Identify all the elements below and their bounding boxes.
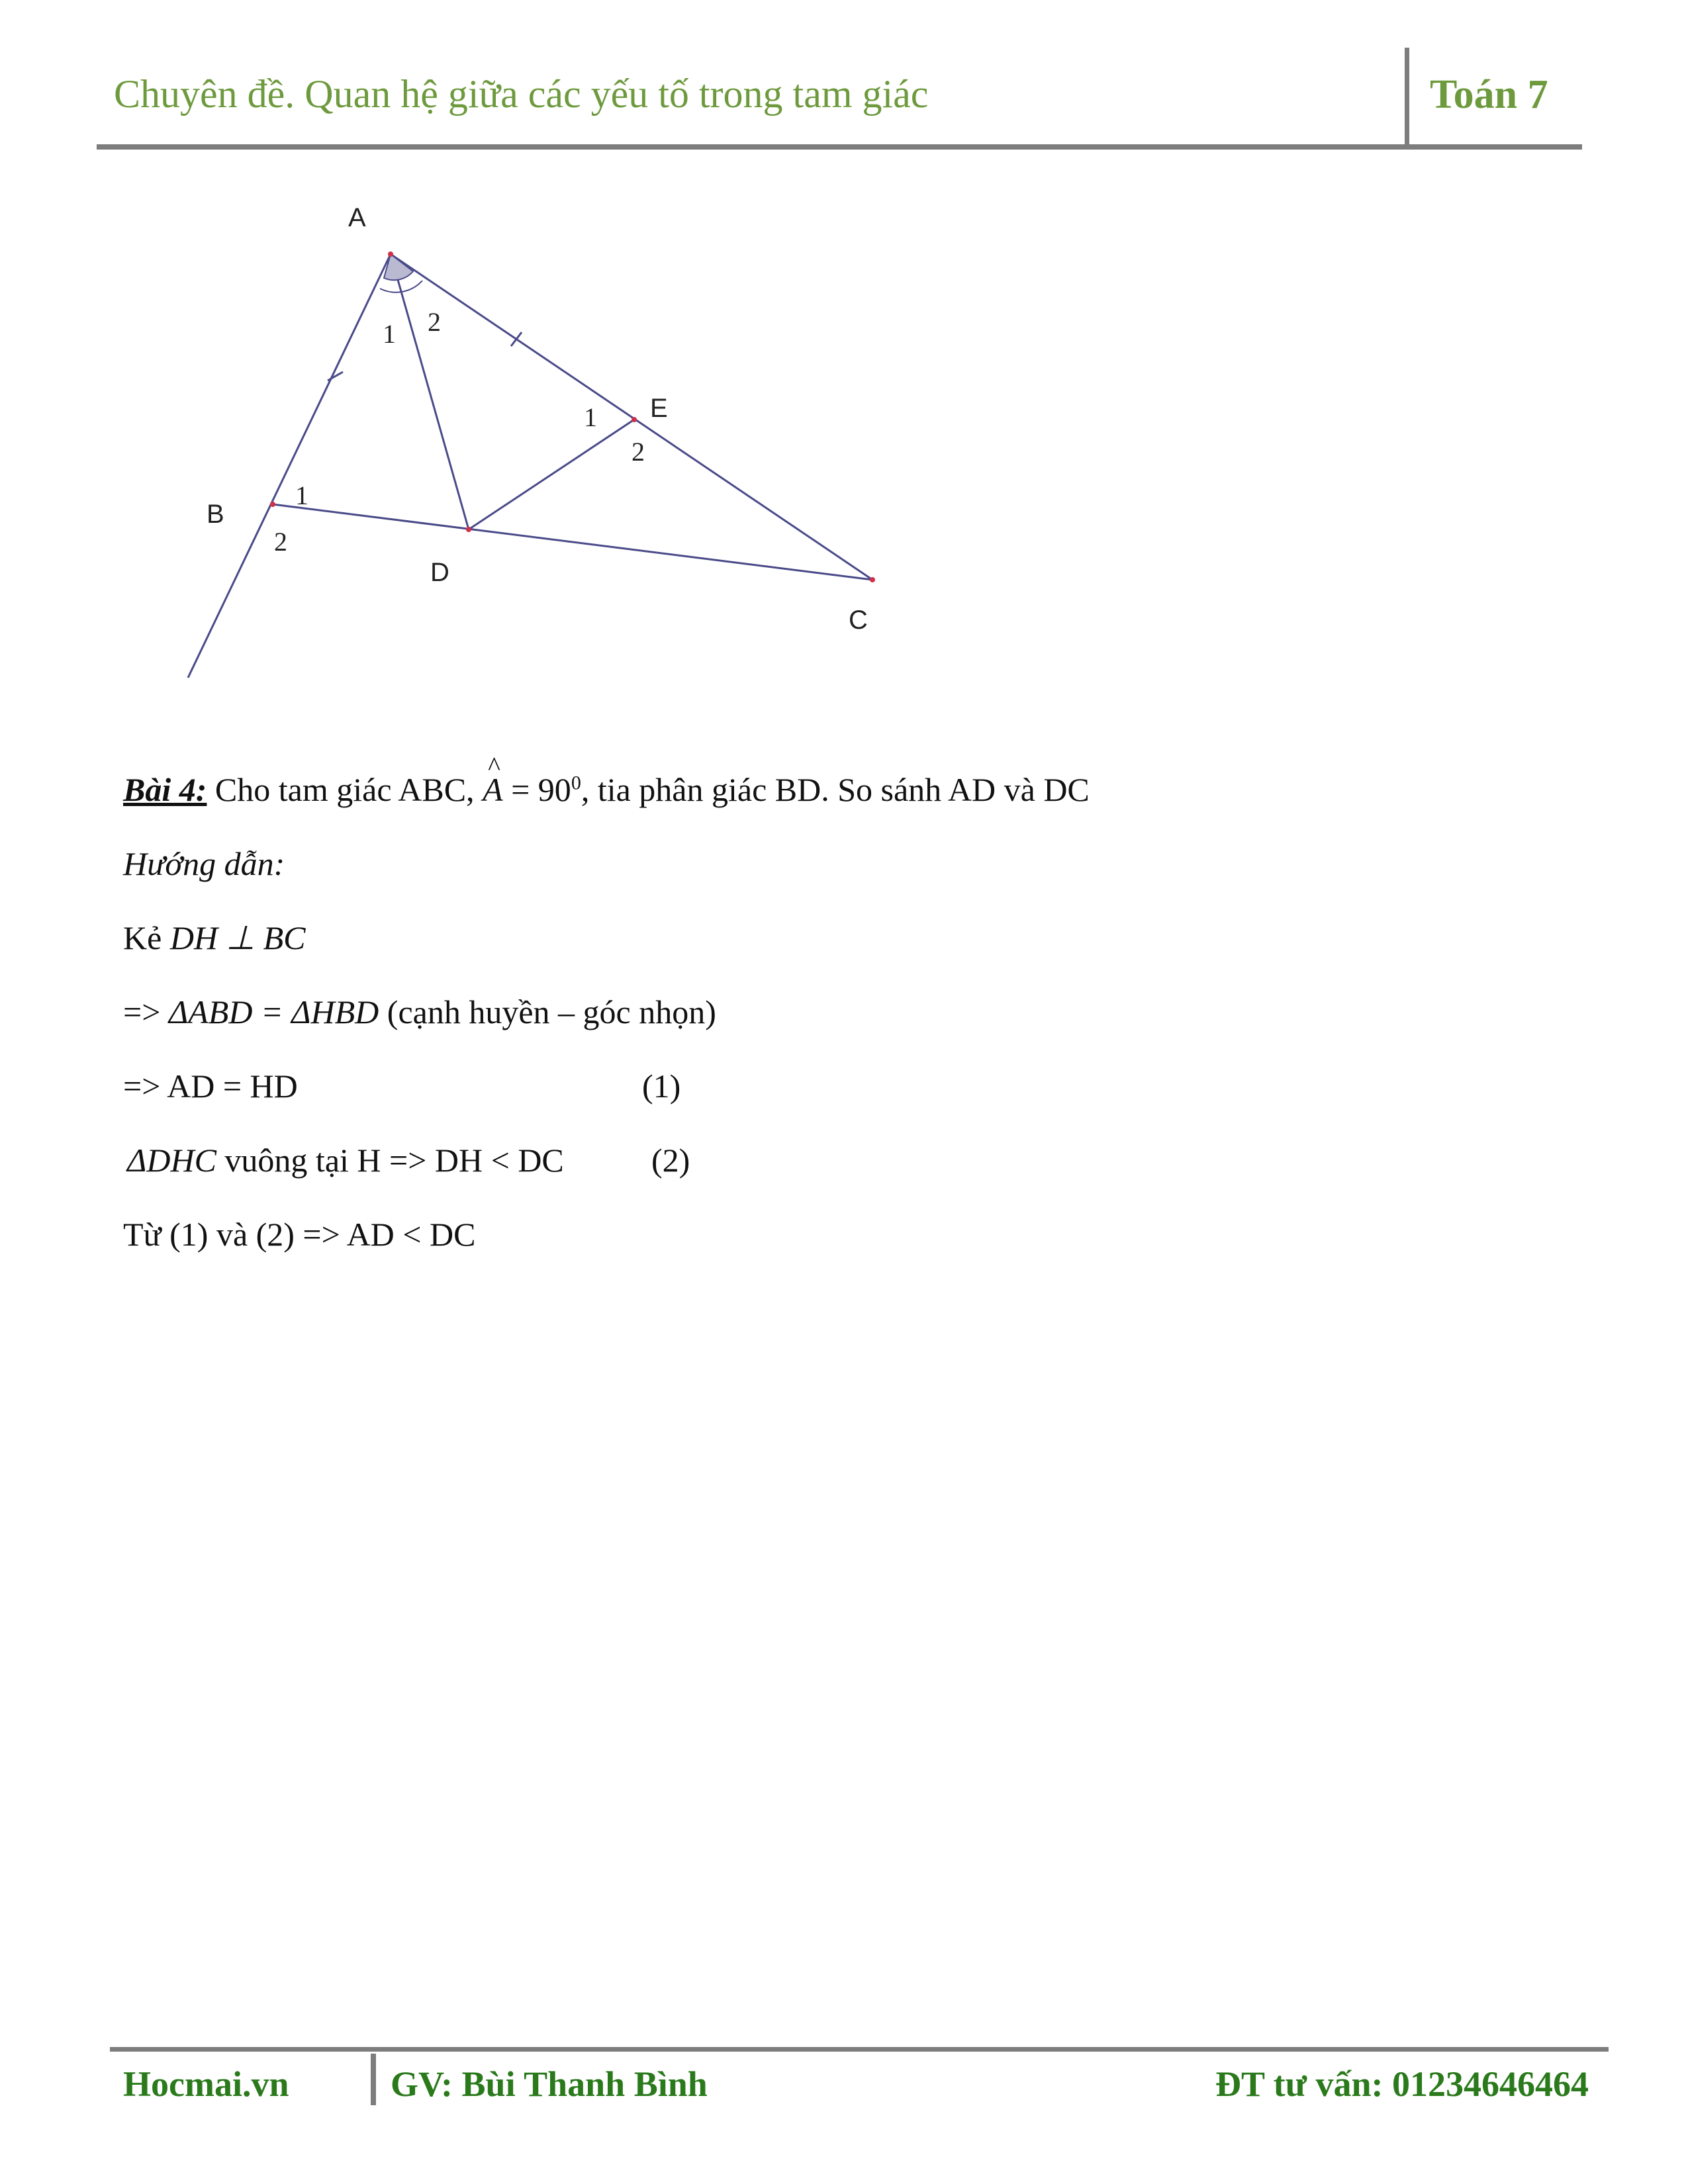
point-a [388, 251, 393, 257]
footer-phone: ĐT tư vấn: 01234646464 [1215, 2064, 1589, 2104]
angle-eq: = 90 [502, 771, 571, 808]
point-d [466, 527, 471, 532]
segment-b-c [273, 504, 872, 580]
tick-mark-ab [328, 372, 343, 381]
angle-label-e1: 1 [584, 402, 597, 432]
guide-line-1-math: DH ⊥ BC [169, 919, 306, 956]
footer-divider [371, 2054, 376, 2105]
label-e: E [650, 394, 668, 423]
angle-label-a1: 1 [383, 319, 396, 349]
label-b: B [207, 500, 224, 529]
label-a: A [348, 203, 366, 232]
guide-line-2 [123, 993, 716, 1031]
degree-sup: 0 [571, 772, 581, 794]
problem-text-before: Cho tam giác ABC, [207, 771, 483, 808]
guide-line-3: => AD = HD [123, 1068, 298, 1105]
angle-label-e2: 2 [632, 437, 645, 467]
problem-statement [123, 770, 1090, 809]
guide-line-4-text: vuông tại H => DH < DC [216, 1142, 564, 1179]
tick-mark-ae [511, 332, 522, 346]
angle-label-a2: 2 [428, 307, 441, 337]
point-e [632, 417, 637, 422]
guide-line-4-math: ΔDHC [127, 1142, 216, 1179]
label-c: C [849, 606, 868, 635]
point-b [270, 502, 275, 507]
angle-name: ^ A [483, 770, 503, 809]
guide-line-4 [127, 1141, 564, 1179]
footer-teacher: GV: Bùi Thanh Bình [391, 2064, 708, 2104]
segment-a-d [391, 254, 469, 529]
guide-heading: Hướng dẫn: [123, 845, 285, 882]
footer-rule [110, 2047, 1609, 2052]
header-title: Chuyên đề. Quan hệ giữa các yếu tố trong tam giác [114, 72, 929, 116]
guide-line-1-prefix: Kẻ [123, 919, 170, 956]
guide-line-2-suffix: (cạnh huyền – góc nhọn) [379, 993, 716, 1030]
problem-text-after: , tia phân giác BD. So sánh AD và DC [581, 771, 1090, 808]
problem-label: Bài 4: [123, 771, 207, 808]
header-subject: Toán 7 [1430, 72, 1548, 117]
segment-a-ray-b [188, 254, 391, 678]
guide-line-2-prefix: => [123, 993, 169, 1030]
guide-line-1 [123, 919, 305, 957]
angle-label-b2: 2 [274, 527, 287, 557]
label-d: D [430, 558, 449, 587]
angle-label-b1: 1 [295, 480, 308, 510]
geometry-figure [0, 0, 1688, 728]
point-c [870, 577, 875, 582]
guide-line-4-ref: (2) [651, 1142, 690, 1179]
guide-line-5: Từ (1) và (2) => AD < DC [123, 1216, 476, 1253]
segment-d-e [469, 420, 634, 529]
footer-site: Hocmai.vn [123, 2064, 289, 2104]
guide-line-2-math: ΔABD = ΔHBD [168, 993, 379, 1030]
segment-a-c [391, 254, 872, 580]
guide-line-3-ref: (1) [642, 1068, 681, 1105]
